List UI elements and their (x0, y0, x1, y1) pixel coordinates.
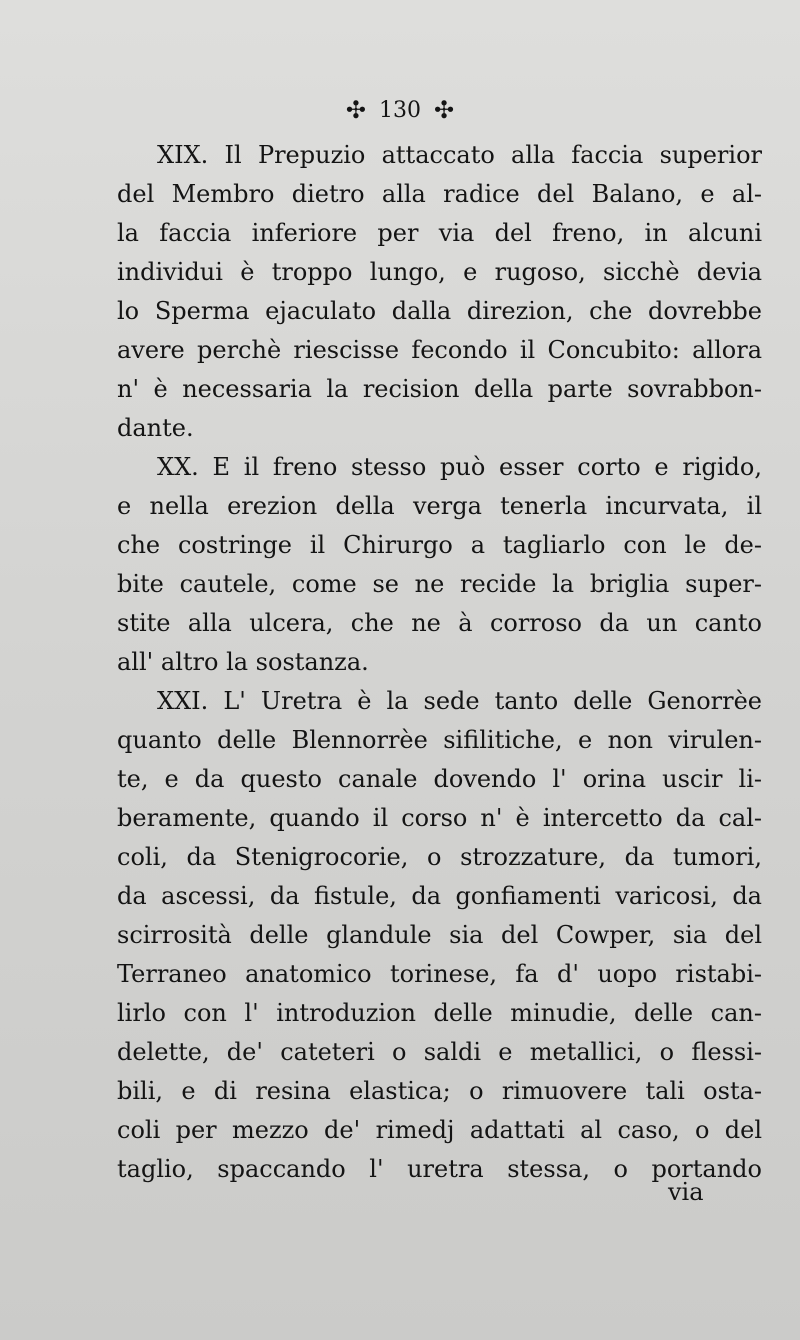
text-line: bite cautele, come se ne recide la briglia super- (117, 570, 762, 598)
page-header (0, 96, 800, 124)
text-line: la faccia inferiore per via del freno, in alcuni (117, 219, 762, 247)
text-line: stite alla ulcera, che ne à corroso da un canto (117, 609, 762, 637)
text-line: beramente, quando il corso n' è intercetto da cal- (117, 804, 762, 832)
text-line: n' è necessaria la recision della parte sovrabbon- (117, 375, 762, 403)
text-line: del Membro dietro alla radice del Balano, e al- (117, 180, 762, 208)
text-line: e nella erezion della verga tenerla incurvata, il (117, 492, 762, 520)
text-line: dante. (117, 414, 194, 442)
text-line: coli per mezzo de' rimedj adattati al caso, o del (117, 1116, 762, 1144)
text-line: coli, da Stenigrocorie, o strozzature, da tumori, (117, 843, 762, 871)
paragraph-xix (117, 136, 762, 448)
text-line: lirlo con l' introduzion delle minudie, delle can- (117, 999, 762, 1027)
page-number: 130 (379, 97, 421, 123)
text-line: avere perchè riescisse fecondo il Concubito: allora (117, 336, 762, 364)
text-line: quanto delle Blennorrèe sifilitiche, e non virulen- (117, 726, 762, 754)
ornament-left-icon: ✣ (345, 96, 366, 124)
text-line: scirrosità delle glandule sia del Cowper, sia del (117, 921, 762, 949)
text-line: lo Sperma ejaculato dalla direzion, che dovrebbe (117, 297, 762, 325)
paragraph-xxi (117, 682, 762, 1189)
text-line: individui è troppo lungo, e rugoso, sicchè devia (117, 258, 762, 286)
paragraph-xx (117, 448, 762, 682)
text-line: XX. E il freno stesso può esser corto e rigido, (157, 453, 762, 481)
catchword: via (668, 1178, 704, 1206)
text-line: Terraneo anatomico torinese, fa d' uopo ristabi- (117, 960, 762, 988)
text-body (117, 136, 762, 1189)
text-line: taglio, spaccando l' uretra stessa, o portando (117, 1155, 762, 1183)
text-line: che costringe il Chirurgo a tagliarlo con le de- (117, 531, 762, 559)
text-line: delette, de' cateteri o saldi e metallici, o flessi- (117, 1038, 762, 1066)
text-line: te, e da questo canale dovendo l' orina uscir li- (117, 765, 762, 793)
text-line: da ascessi, da fistule, da gonfiamenti varicosi, da (117, 882, 762, 910)
text-line: all' altro la sostanza. (117, 648, 369, 676)
ornament-right-icon: ✣ (434, 96, 455, 124)
text-line: XXI. L' Uretra è la sede tanto delle Genorrèe (157, 687, 762, 715)
text-line: XIX. Il Prepuzio attaccato alla faccia superior (157, 141, 762, 169)
text-line: bili, e di resina elastica; o rimuovere tali osta- (117, 1077, 762, 1105)
